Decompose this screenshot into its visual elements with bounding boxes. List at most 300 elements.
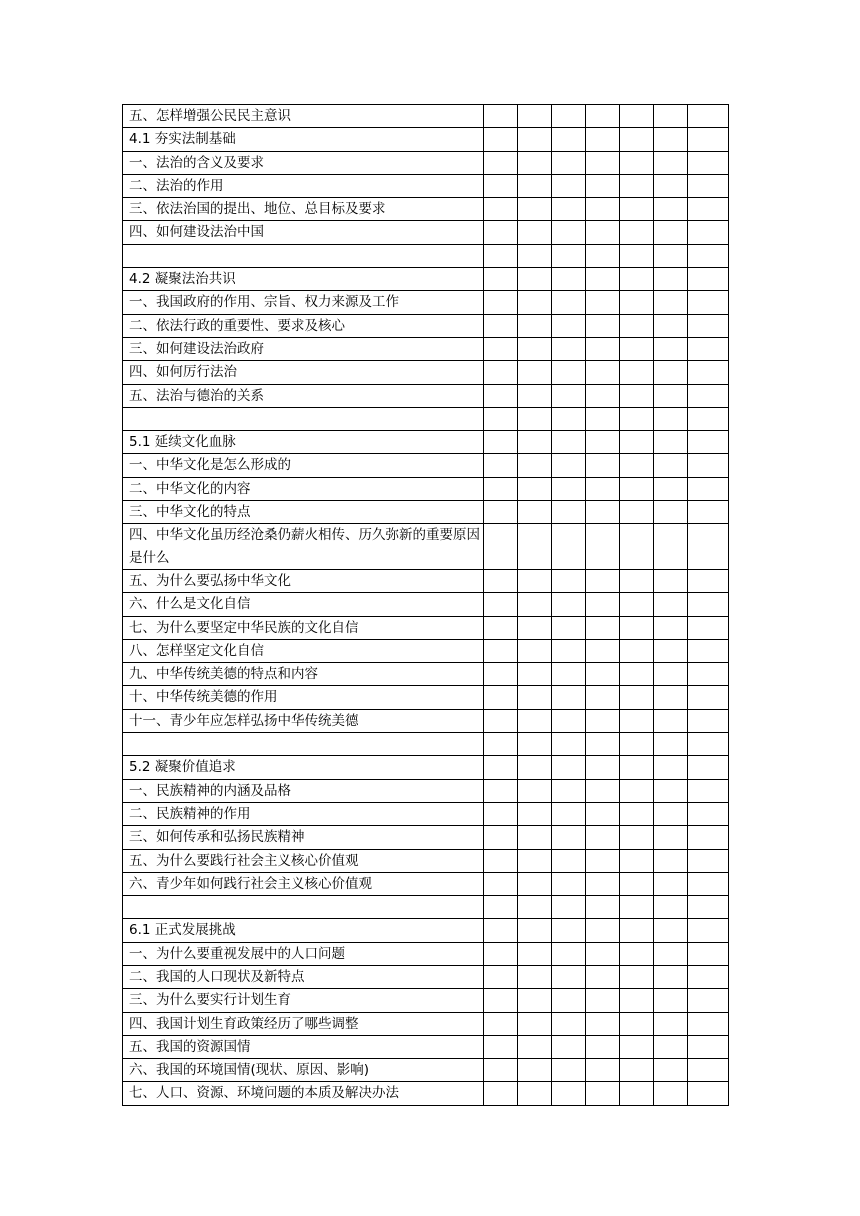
check-cell — [586, 501, 620, 524]
check-cell — [654, 198, 688, 221]
table-row — [123, 174, 729, 197]
check-cell — [620, 314, 654, 337]
check-cell — [620, 198, 654, 221]
check-cell — [654, 454, 688, 477]
check-cell — [552, 756, 586, 779]
check-cell — [654, 361, 688, 384]
check-cell — [586, 593, 620, 616]
check-cell — [484, 1012, 518, 1035]
table-row — [123, 639, 729, 662]
check-cell — [620, 501, 654, 524]
check-cell — [586, 896, 620, 919]
table-row — [123, 1035, 729, 1058]
check-cell — [518, 1035, 552, 1058]
check-cell — [586, 663, 620, 686]
table-row — [123, 965, 729, 988]
topic-cell — [123, 896, 484, 919]
check-cell — [552, 872, 586, 895]
topic-cell: 六、什么是文化自信 — [123, 593, 484, 616]
topic-cell: 三、中华文化的特点 — [123, 501, 484, 524]
check-cell — [688, 942, 729, 965]
check-cell — [654, 942, 688, 965]
check-cell — [586, 849, 620, 872]
check-cell — [484, 919, 518, 942]
check-cell — [620, 569, 654, 592]
check-cell — [552, 314, 586, 337]
topic-cell: 五、怎样增强公民民主意识 — [123, 105, 484, 128]
check-cell — [552, 1059, 586, 1082]
table-row — [123, 291, 729, 314]
check-cell — [654, 686, 688, 709]
check-cell — [552, 198, 586, 221]
topic-cell: 五、法治与德治的关系 — [123, 384, 484, 407]
check-cell — [586, 1012, 620, 1035]
table-row — [123, 1012, 729, 1035]
table-row — [123, 524, 729, 570]
check-cell — [484, 663, 518, 686]
check-cell — [688, 268, 729, 291]
check-cell — [484, 639, 518, 662]
check-cell — [620, 965, 654, 988]
check-cell — [688, 431, 729, 454]
topic-cell: 七、人口、资源、环境问题的本质及解决办法 — [123, 1082, 484, 1105]
check-cell — [620, 849, 654, 872]
check-cell — [620, 756, 654, 779]
topic-cell: 三、如何建设法治政府 — [123, 337, 484, 360]
check-cell — [654, 965, 688, 988]
check-cell — [552, 896, 586, 919]
table-row — [123, 826, 729, 849]
check-cell — [688, 826, 729, 849]
topic-cell: 十一、青少年应怎样弘扬中华传统美德 — [123, 709, 484, 732]
check-cell — [688, 593, 729, 616]
check-cell — [688, 337, 729, 360]
check-cell — [620, 709, 654, 732]
check-cell — [586, 221, 620, 244]
table-row — [123, 989, 729, 1012]
topic-cell: 六、青少年如何践行社会主义核心价值观 — [123, 872, 484, 895]
table-row — [123, 1082, 729, 1105]
check-cell — [518, 454, 552, 477]
check-cell — [654, 151, 688, 174]
check-cell — [688, 733, 729, 756]
check-cell — [586, 733, 620, 756]
check-cell — [688, 221, 729, 244]
check-cell — [620, 1059, 654, 1082]
table-row — [123, 593, 729, 616]
check-cell — [518, 244, 552, 267]
topic-cell: 十、中华传统美德的作用 — [123, 686, 484, 709]
check-cell — [688, 756, 729, 779]
topic-cell: 一、中华文化是怎么形成的 — [123, 454, 484, 477]
check-cell — [654, 756, 688, 779]
check-cell — [654, 174, 688, 197]
check-cell — [484, 1059, 518, 1082]
check-cell — [654, 1082, 688, 1105]
check-cell — [688, 1012, 729, 1035]
check-cell — [552, 849, 586, 872]
check-cell — [654, 501, 688, 524]
check-cell — [484, 1035, 518, 1058]
check-cell — [518, 663, 552, 686]
check-cell — [586, 407, 620, 430]
check-cell — [518, 151, 552, 174]
topic-cell: 二、民族精神的作用 — [123, 802, 484, 825]
topic-cell: 一、法治的含义及要求 — [123, 151, 484, 174]
check-cell — [484, 291, 518, 314]
check-cell — [552, 524, 586, 570]
check-cell — [586, 384, 620, 407]
check-cell — [654, 384, 688, 407]
check-cell — [518, 1012, 552, 1035]
table-row — [123, 802, 729, 825]
check-cell — [654, 779, 688, 802]
check-cell — [688, 361, 729, 384]
table-row-blank — [123, 407, 729, 430]
check-cell — [484, 128, 518, 151]
check-cell — [586, 314, 620, 337]
table-row — [123, 105, 729, 128]
table-row — [123, 337, 729, 360]
check-cell — [586, 524, 620, 570]
check-cell — [620, 663, 654, 686]
check-cell — [552, 802, 586, 825]
check-cell — [518, 989, 552, 1012]
check-cell — [518, 1082, 552, 1105]
check-cell — [484, 314, 518, 337]
table-row — [123, 1059, 729, 1082]
check-cell — [586, 919, 620, 942]
check-cell — [654, 733, 688, 756]
check-cell — [654, 221, 688, 244]
check-cell — [688, 849, 729, 872]
check-cell — [518, 616, 552, 639]
check-cell — [484, 593, 518, 616]
check-cell — [620, 337, 654, 360]
check-cell — [688, 686, 729, 709]
check-cell — [654, 524, 688, 570]
check-cell — [586, 198, 620, 221]
check-cell — [688, 616, 729, 639]
check-cell — [484, 384, 518, 407]
table-row — [123, 686, 729, 709]
check-cell — [620, 896, 654, 919]
check-cell — [654, 244, 688, 267]
check-cell — [518, 431, 552, 454]
check-cell — [586, 128, 620, 151]
check-cell — [586, 965, 620, 988]
check-cell — [518, 919, 552, 942]
topic-cell: 三、依法治国的提出、地位、总目标及要求 — [123, 198, 484, 221]
table-row — [123, 709, 729, 732]
check-cell — [484, 268, 518, 291]
check-cell — [484, 477, 518, 500]
table-row — [123, 151, 729, 174]
topic-cell: 八、怎样坚定文化自信 — [123, 639, 484, 662]
check-cell — [518, 198, 552, 221]
check-cell — [620, 384, 654, 407]
table-body — [123, 105, 729, 1106]
check-cell — [518, 709, 552, 732]
table-row — [123, 756, 729, 779]
check-cell — [552, 407, 586, 430]
check-cell — [552, 942, 586, 965]
check-cell — [654, 477, 688, 500]
check-cell — [552, 384, 586, 407]
check-cell — [620, 361, 654, 384]
check-cell — [552, 291, 586, 314]
check-cell — [688, 128, 729, 151]
check-cell — [586, 942, 620, 965]
check-cell — [620, 1035, 654, 1058]
check-cell — [688, 384, 729, 407]
table-row — [123, 663, 729, 686]
check-cell — [586, 779, 620, 802]
check-cell — [654, 593, 688, 616]
check-cell — [518, 314, 552, 337]
check-cell — [586, 686, 620, 709]
check-cell — [654, 989, 688, 1012]
check-cell — [552, 593, 586, 616]
check-cell — [518, 337, 552, 360]
topic-cell: 三、为什么要实行计划生育 — [123, 989, 484, 1012]
check-cell — [654, 826, 688, 849]
check-cell — [518, 872, 552, 895]
check-cell — [620, 291, 654, 314]
check-cell — [688, 477, 729, 500]
check-cell — [586, 639, 620, 662]
topic-cell: 四、如何厉行法治 — [123, 361, 484, 384]
check-cell — [552, 244, 586, 267]
check-cell — [484, 221, 518, 244]
check-cell — [620, 942, 654, 965]
check-cell — [654, 639, 688, 662]
table-row-blank — [123, 896, 729, 919]
check-cell — [484, 244, 518, 267]
check-cell — [586, 174, 620, 197]
check-cell — [484, 942, 518, 965]
table-row — [123, 384, 729, 407]
check-cell — [552, 1082, 586, 1105]
table-row — [123, 454, 729, 477]
check-cell — [688, 802, 729, 825]
check-cell — [518, 802, 552, 825]
check-cell — [654, 1012, 688, 1035]
check-cell — [484, 198, 518, 221]
check-cell — [484, 1082, 518, 1105]
check-cell — [484, 431, 518, 454]
check-cell — [586, 616, 620, 639]
check-cell — [586, 989, 620, 1012]
check-cell — [688, 105, 729, 128]
table-row — [123, 872, 729, 895]
check-cell — [518, 174, 552, 197]
check-cell — [688, 291, 729, 314]
check-cell — [688, 1082, 729, 1105]
check-cell — [688, 198, 729, 221]
check-cell — [620, 802, 654, 825]
table-row — [123, 616, 729, 639]
check-cell — [518, 128, 552, 151]
check-cell — [620, 454, 654, 477]
topic-cell: 六、我国的环境国情(现状、原因、影响) — [123, 1059, 484, 1082]
topic-cell: 五、我国的资源国情 — [123, 1035, 484, 1058]
check-cell — [688, 569, 729, 592]
check-cell — [620, 919, 654, 942]
check-cell — [654, 314, 688, 337]
check-cell — [552, 965, 586, 988]
check-cell — [552, 989, 586, 1012]
check-cell — [484, 361, 518, 384]
check-cell — [654, 802, 688, 825]
check-cell — [688, 919, 729, 942]
topic-cell: 4.1 夯实法制基础 — [123, 128, 484, 151]
check-cell — [518, 733, 552, 756]
topic-cell: 一、为什么要重视发展中的人口问题 — [123, 942, 484, 965]
table-row — [123, 477, 729, 500]
table-row — [123, 198, 729, 221]
check-cell — [620, 779, 654, 802]
check-cell — [688, 779, 729, 802]
check-cell — [586, 477, 620, 500]
table-row — [123, 919, 729, 942]
check-cell — [552, 501, 586, 524]
check-cell — [620, 244, 654, 267]
topic-cell: 四、如何建设法治中国 — [123, 221, 484, 244]
check-cell — [484, 872, 518, 895]
topic-cell: 九、中华传统美德的特点和内容 — [123, 663, 484, 686]
check-cell — [518, 524, 552, 570]
check-cell — [518, 942, 552, 965]
topic-cell: 5.2 凝聚价值追求 — [123, 756, 484, 779]
check-cell — [518, 407, 552, 430]
check-cell — [654, 896, 688, 919]
check-cell — [688, 524, 729, 570]
check-cell — [620, 733, 654, 756]
check-cell — [586, 872, 620, 895]
check-cell — [484, 337, 518, 360]
topic-cell: 二、依法行政的重要性、要求及核心 — [123, 314, 484, 337]
check-cell — [654, 1059, 688, 1082]
check-cell — [586, 431, 620, 454]
check-cell — [518, 1059, 552, 1082]
check-cell — [620, 151, 654, 174]
check-cell — [688, 872, 729, 895]
check-cell — [518, 501, 552, 524]
table-row — [123, 779, 729, 802]
check-cell — [484, 896, 518, 919]
check-cell — [688, 244, 729, 267]
topic-cell: 一、民族精神的内涵及品格 — [123, 779, 484, 802]
check-cell — [518, 361, 552, 384]
check-cell — [620, 431, 654, 454]
check-cell — [586, 709, 620, 732]
check-cell — [552, 1012, 586, 1035]
check-cell — [654, 849, 688, 872]
check-cell — [620, 174, 654, 197]
check-cell — [552, 779, 586, 802]
review-checklist-table — [122, 104, 729, 1106]
topic-cell — [123, 407, 484, 430]
check-cell — [484, 501, 518, 524]
check-cell — [484, 524, 518, 570]
check-cell — [552, 709, 586, 732]
check-cell — [518, 569, 552, 592]
check-cell — [518, 849, 552, 872]
check-cell — [484, 407, 518, 430]
check-cell — [518, 965, 552, 988]
check-cell — [688, 1059, 729, 1082]
check-cell — [654, 431, 688, 454]
check-cell — [688, 965, 729, 988]
check-cell — [484, 454, 518, 477]
topic-cell: 二、我国的人口现状及新特点 — [123, 965, 484, 988]
check-cell — [518, 639, 552, 662]
check-cell — [586, 1035, 620, 1058]
check-cell — [518, 593, 552, 616]
check-cell — [484, 965, 518, 988]
check-cell — [552, 919, 586, 942]
check-cell — [688, 663, 729, 686]
check-cell — [620, 221, 654, 244]
check-cell — [518, 896, 552, 919]
check-cell — [552, 337, 586, 360]
check-cell — [586, 756, 620, 779]
check-cell — [620, 639, 654, 662]
check-cell — [620, 826, 654, 849]
check-cell — [688, 501, 729, 524]
check-cell — [620, 1082, 654, 1105]
table-row — [123, 569, 729, 592]
check-cell — [552, 454, 586, 477]
check-cell — [620, 268, 654, 291]
check-cell — [654, 128, 688, 151]
check-cell — [586, 105, 620, 128]
check-cell — [586, 802, 620, 825]
check-cell — [688, 454, 729, 477]
check-cell — [688, 709, 729, 732]
check-cell — [484, 733, 518, 756]
check-cell — [688, 639, 729, 662]
check-cell — [688, 989, 729, 1012]
table-row — [123, 849, 729, 872]
check-cell — [484, 779, 518, 802]
table-row — [123, 314, 729, 337]
check-cell — [552, 268, 586, 291]
check-cell — [518, 291, 552, 314]
check-cell — [688, 896, 729, 919]
check-cell — [654, 919, 688, 942]
check-cell — [620, 1012, 654, 1035]
check-cell — [688, 174, 729, 197]
check-cell — [484, 569, 518, 592]
check-cell — [518, 221, 552, 244]
check-cell — [518, 268, 552, 291]
check-cell — [620, 105, 654, 128]
check-cell — [586, 291, 620, 314]
topic-cell: 四、我国计划生育政策经历了哪些调整 — [123, 1012, 484, 1035]
table-row-blank — [123, 244, 729, 267]
check-cell — [654, 709, 688, 732]
check-cell — [518, 756, 552, 779]
check-cell — [518, 826, 552, 849]
check-cell — [654, 407, 688, 430]
check-cell — [552, 686, 586, 709]
check-cell — [586, 569, 620, 592]
table-row — [123, 268, 729, 291]
check-cell — [484, 989, 518, 1012]
table-row — [123, 221, 729, 244]
